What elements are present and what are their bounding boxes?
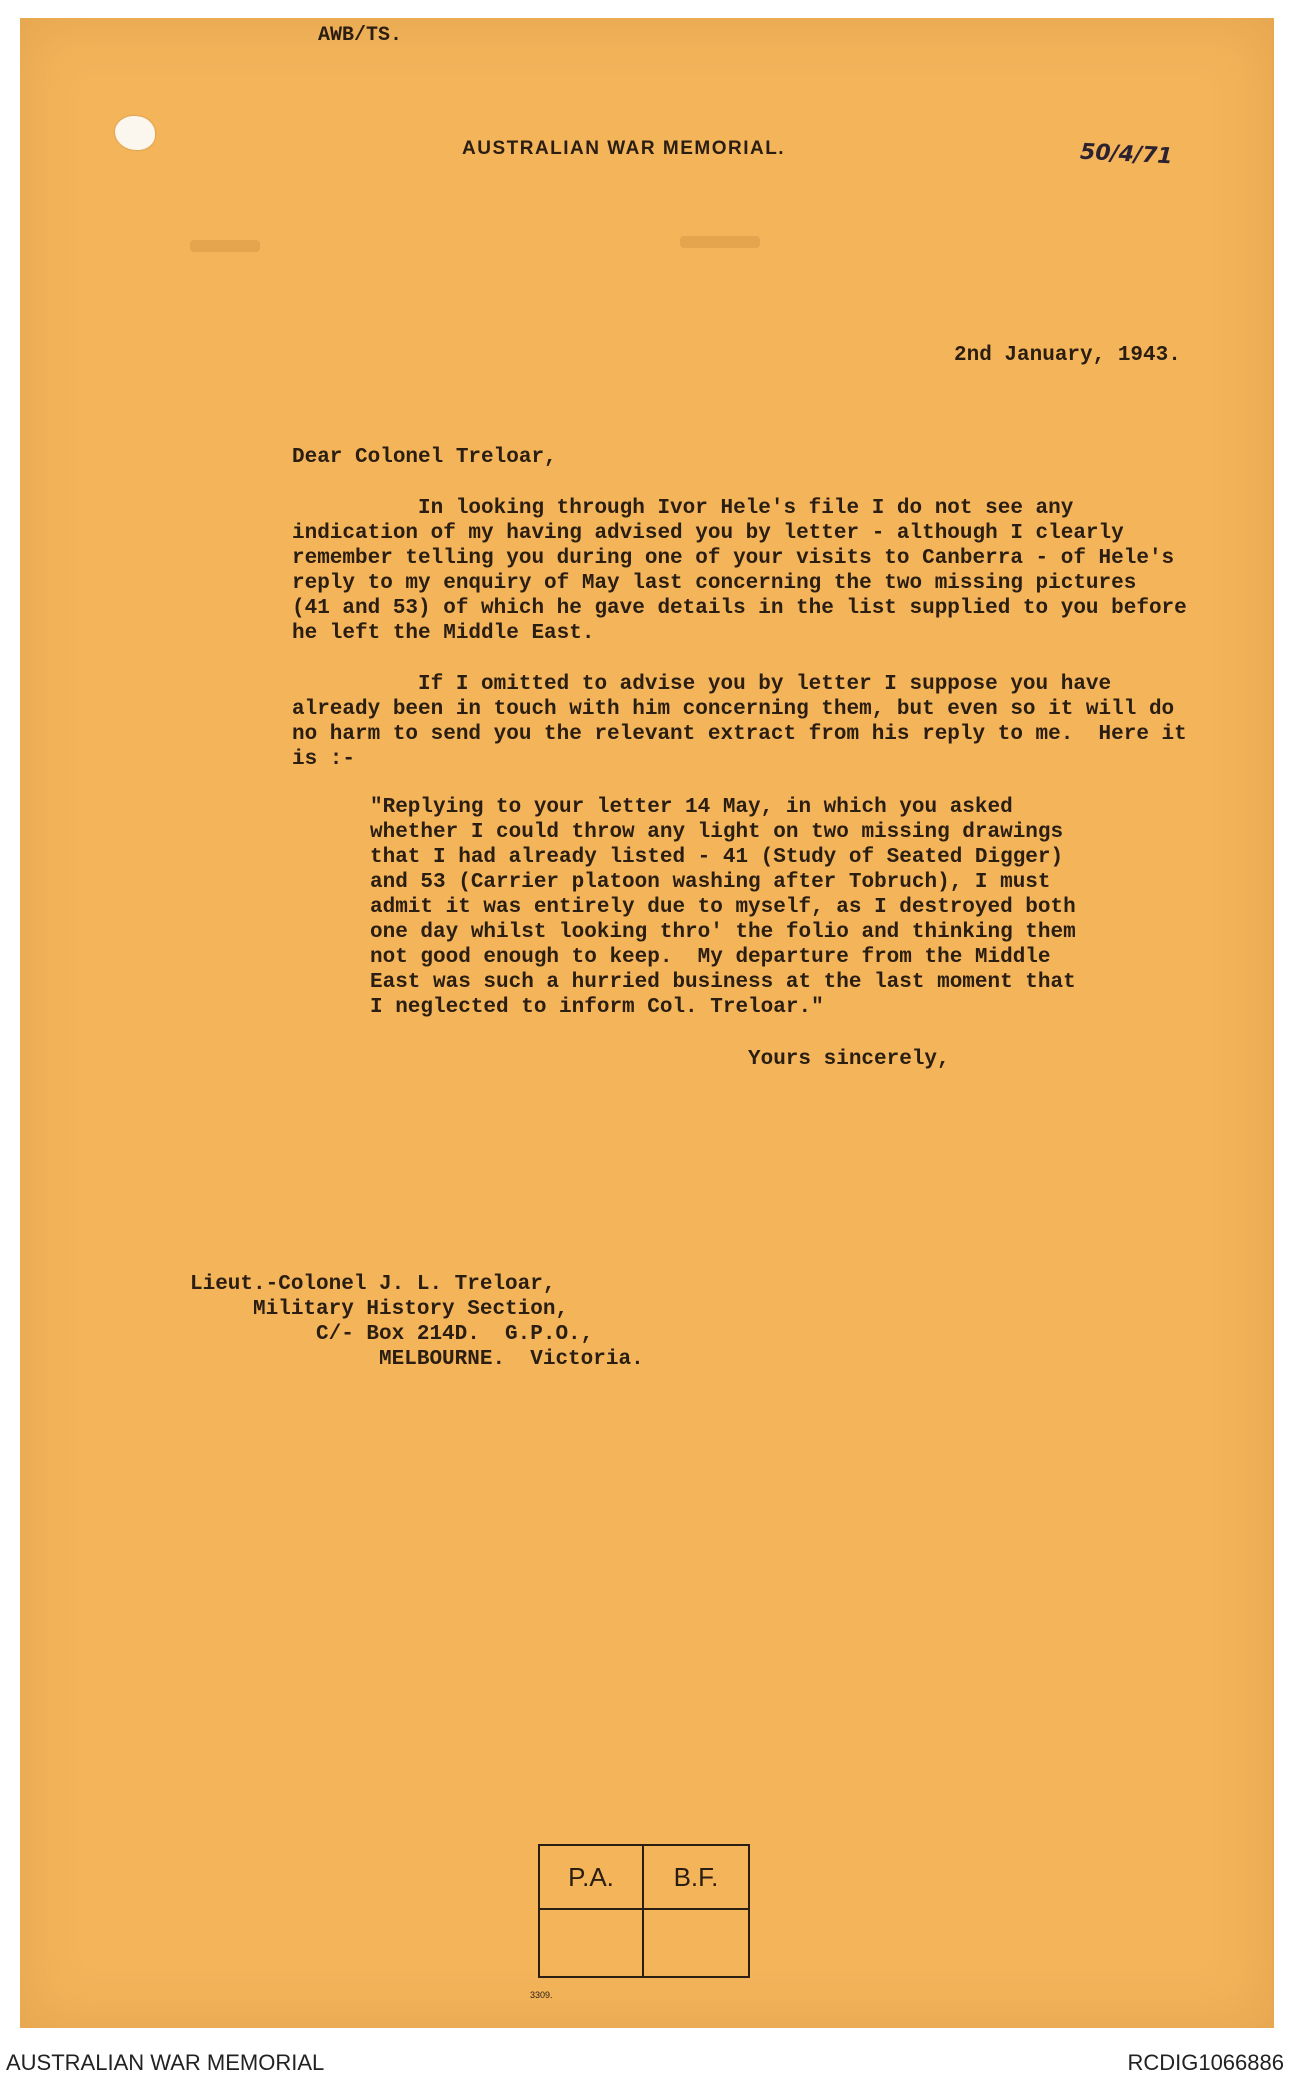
stamp-pa-cell [540,1910,644,1976]
quoted-extract: "Replying to your letter 14 May, in which you asked whether I could throw any light on two missing drawings that I had already listed - 41 (Study of Seated Digger) and 53 (Carrier platoon washing after Tobruch), I must admit it was entirely due to myself, as I destroyed both one day whilst looking thro' the folio and thinking them not good enough to keep. My departure from the Middle East was such a hurried business at the last moment that I neglected to inform Col. Treloar." [370,796,1076,1019]
reference-code: AWB/TS. [318,24,403,47]
stamp-pa-label: P.A. [540,1846,644,1910]
stamp-bf-cell [644,1910,748,1976]
form-number: 3309. [530,1990,553,2000]
footer-institution: AUSTRALIAN WAR MEMORIAL [6,2050,325,2075]
letter-date: 2nd January, 1943. [954,344,1181,367]
addressee-block: Lieut.-Colonel J. L. Treloar, Military History Section, C/- Box 214D. G.P.O., MELBOURNE. Victoria. [190,1273,644,1371]
footer-record-id: RCDIG1066886 [1127,2050,1284,2075]
stamp-bf-label: B.F. [644,1846,748,1910]
closing: Yours sincerely, [748,1048,950,1071]
smudge [190,240,260,252]
body-paragraph-1: In looking through Ivor Hele's file I do not see any indication of my having advised you by letter - although I clearly remember telling you during one of your visits to Canberra - of Hele's reply to my enquiry of May last concerning the two missing pictures (41 and 53) of which he gave details in the list supplied to you before he left the Middle East. [292,497,1187,645]
letterhead-title: AUSTRALIAN WAR MEMORIAL. [462,138,786,159]
file-reference: 50/4/71 [1079,139,1174,170]
salutation: Dear Colonel Treloar, [292,446,557,469]
punch-hole [115,116,155,150]
smudge [680,236,760,248]
letter-sheet [20,18,1274,2028]
pa-bf-stamp-box [538,1844,750,1978]
body-paragraph-2: If I omitted to advise you by letter I suppose you have already been in touch with him concerning them, but even so it will do no harm to send you the relevant extract from his reply to me. Here it is :- [292,673,1187,771]
